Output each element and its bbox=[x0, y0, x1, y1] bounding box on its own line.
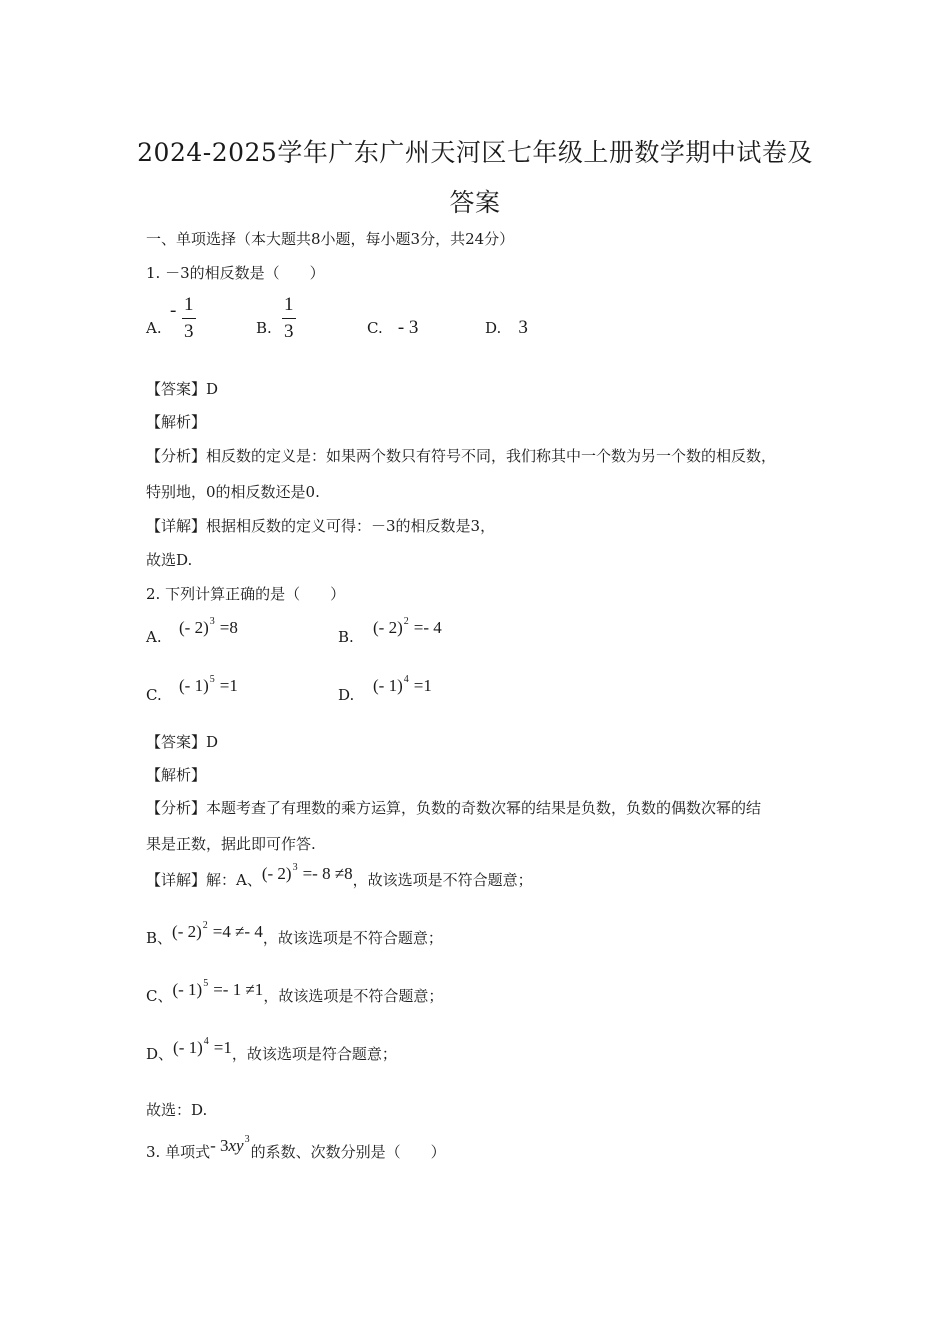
q2-detail-d-base: (- 1) bbox=[173, 1038, 203, 1057]
q2-detail-b-result: =4 ≠- 4 bbox=[212, 922, 263, 941]
q2-answer: 【答案】D bbox=[146, 733, 219, 751]
q3-stem-prefix: 3. 单项式 bbox=[146, 1143, 211, 1161]
q1-analysis-line1: 【分析】相反数的定义是：如果两个数只有符号不同，我们称其中一个数为另一个数的相反数， bbox=[146, 447, 777, 465]
q1-option-a-sign: - bbox=[170, 300, 177, 321]
q2-analysis-line1: 【分析】本题考查了有理数的乘方运算，负数的奇数次幂的结果是负数，负数的偶数次幂的结 bbox=[146, 799, 762, 817]
q2-option-c-base: (- 1) bbox=[179, 676, 209, 695]
q1-option-a-fraction bbox=[182, 294, 196, 343]
q2-stem: 2. 下列计算正确的是（ ） bbox=[146, 585, 346, 603]
q2-detail-c-prefix: C、 bbox=[146, 987, 173, 1005]
q2-option-a-base: (- 2) bbox=[179, 618, 209, 637]
q2-detail-a bbox=[146, 862, 533, 890]
q2-detail-b-suffix: ，故该选项是不符合题意； bbox=[262, 929, 443, 947]
q3-stem bbox=[146, 1134, 446, 1162]
q2-option-c-result: =1 bbox=[219, 676, 238, 695]
q2-option-b-base: (- 2) bbox=[373, 618, 403, 637]
q1-stem: 1. －3的相反数是（ ） bbox=[146, 264, 325, 282]
q1-answer: 【答案】D bbox=[146, 380, 219, 398]
q2-option-d-base: (- 1) bbox=[373, 676, 403, 695]
q2-conclusion: 故选：D. bbox=[146, 1101, 208, 1119]
q2-analysis-line2: 果是正数，据此即可作答. bbox=[146, 835, 316, 853]
q2-detail-a-exponent: 3 bbox=[292, 862, 298, 873]
q2-detail-c bbox=[146, 978, 444, 1006]
q2-detail-b-prefix: B、 bbox=[146, 929, 173, 947]
q2-detail-b-base: (- 2) bbox=[172, 922, 202, 941]
q2-detail-b-expr bbox=[172, 922, 263, 941]
q1-option-a-label: A. bbox=[146, 319, 162, 337]
q1-option-c bbox=[367, 317, 418, 339]
q2-option-a-exponent: 3 bbox=[209, 616, 215, 627]
document-title-line2: 答案 bbox=[449, 188, 501, 217]
q1-option-d-label: D. bbox=[485, 319, 502, 337]
q2-detail-a-base: (- 2) bbox=[261, 864, 292, 883]
q2-detail-c-expr bbox=[172, 980, 263, 999]
q1-conclusion: 故选D. bbox=[146, 551, 193, 569]
section-heading: 一、单项选择（本大题共8小题，每小题3分，共24分） bbox=[146, 230, 515, 248]
q1-option-b-denominator: 3 bbox=[284, 321, 294, 342]
q2-detail-d bbox=[146, 1036, 397, 1064]
q1-detail: 【详解】根据相反数的定义可得：－3的相反数是3， bbox=[146, 517, 496, 535]
q2-detail-a-prefix: 【详解】解：A、 bbox=[146, 871, 262, 889]
q2-option-d-result: =1 bbox=[413, 676, 432, 695]
q2-detail-d-result: =1 bbox=[213, 1038, 232, 1057]
q1-option-d-value: 3 bbox=[518, 317, 528, 338]
q2-detail-c-base: (- 1) bbox=[172, 980, 203, 999]
q3-expression-variables: xy bbox=[228, 1136, 244, 1155]
q2-detail-c-exponent: 5 bbox=[203, 978, 209, 989]
q1-option-b-fraction bbox=[282, 294, 296, 343]
q1-option-d bbox=[485, 317, 528, 339]
q3-expression-coefficient: - 3 bbox=[210, 1136, 229, 1155]
q2-detail-c-suffix: ，故该选项是不符合题意； bbox=[263, 987, 444, 1005]
q1-option-c-label: C. bbox=[367, 319, 383, 337]
q1-option-c-value: - 3 bbox=[397, 317, 419, 338]
q1-option-a-numerator: 1 bbox=[182, 294, 196, 319]
q2-option-a-expr bbox=[179, 616, 238, 638]
q2-analysis-head: 【解析】 bbox=[146, 766, 207, 784]
q3-stem-suffix: 的系数、次数分别是（ ） bbox=[250, 1143, 446, 1161]
q2-option-c-expr bbox=[179, 674, 238, 696]
q2-option-b-exponent: 2 bbox=[403, 616, 409, 627]
q2-option-d-exponent: 4 bbox=[403, 674, 409, 685]
q2-detail-d-expr bbox=[173, 1038, 232, 1057]
q2-option-c-label: C. bbox=[146, 686, 162, 704]
q2-option-d-expr bbox=[373, 674, 432, 696]
q2-detail-d-prefix: D、 bbox=[146, 1045, 174, 1063]
q1-analysis-line2: 特别地，0的相反数还是0. bbox=[146, 483, 320, 501]
q1-option-a-denominator: 3 bbox=[184, 321, 194, 342]
q2-option-b-expr bbox=[373, 616, 442, 638]
q2-detail-a-expr bbox=[262, 864, 353, 883]
q1-analysis-head: 【解析】 bbox=[146, 413, 207, 431]
q2-detail-d-suffix: ，故该选项是符合题意； bbox=[231, 1045, 397, 1063]
q3-expression bbox=[210, 1136, 251, 1155]
q2-detail-d-exponent: 4 bbox=[203, 1036, 209, 1047]
q2-detail-a-suffix: ，故该选项是不符合题意； bbox=[352, 871, 533, 889]
q2-detail-c-result: =- 1 ≠1 bbox=[213, 980, 264, 999]
document-title-line1: 2024-2025学年广东广州天河区七年级上册数学期中试卷及 bbox=[137, 138, 813, 167]
q2-detail-a-result: =- 8 ≠8 bbox=[302, 864, 353, 883]
q2-option-b-label: B. bbox=[338, 628, 354, 646]
q2-detail-b bbox=[146, 920, 443, 948]
q2-option-c-exponent: 5 bbox=[209, 674, 215, 685]
q3-expression-exponent: 3 bbox=[244, 1134, 250, 1145]
q2-option-a-result: =8 bbox=[219, 618, 238, 637]
q1-option-b-numerator: 1 bbox=[282, 294, 296, 319]
q1-option-b-label: B. bbox=[256, 319, 272, 337]
q2-detail-b-exponent: 2 bbox=[202, 920, 208, 931]
q2-option-b-result: =- 4 bbox=[413, 618, 442, 637]
q2-option-a-label: A. bbox=[146, 628, 162, 646]
q2-option-d-label: D. bbox=[338, 686, 355, 704]
